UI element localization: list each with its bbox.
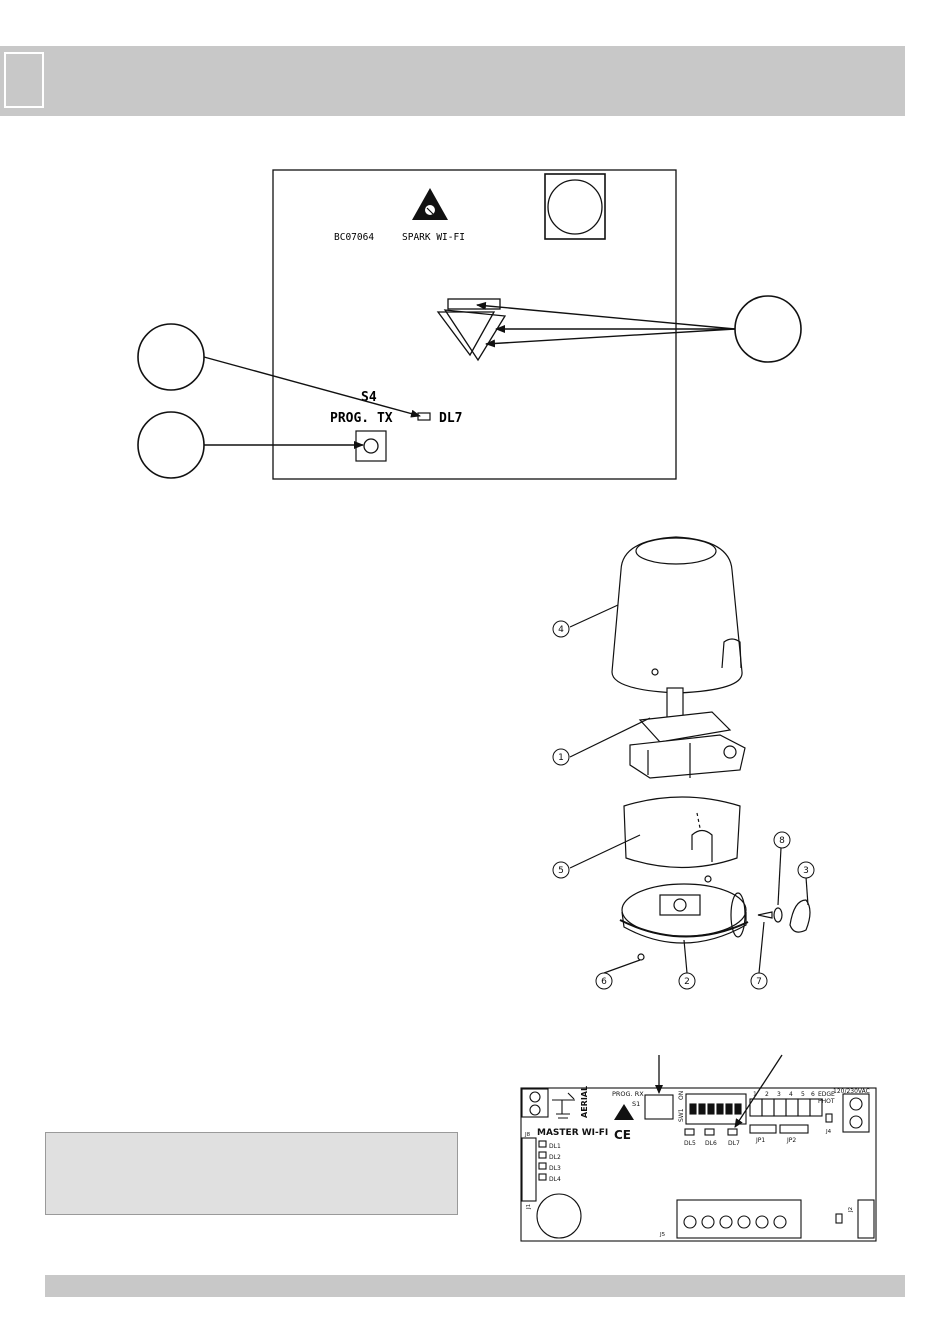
jp-num-6: 6 [811, 1091, 815, 1098]
prog-rx-button [645, 1095, 673, 1119]
j8-label: J8 [525, 1132, 531, 1138]
callout-1: 1 [558, 753, 564, 763]
jp-num-5: 5 [801, 1091, 805, 1098]
jp1-label: JP1 [756, 1137, 766, 1144]
jumper-block [750, 1099, 822, 1116]
dl5-label: DL5 [684, 1140, 696, 1147]
j1-label: J1 [526, 1203, 532, 1209]
aerial-label: AERIAL [580, 1085, 589, 1118]
led-label: DL7 [439, 411, 463, 426]
footer-bar [45, 1275, 905, 1297]
j4-fuse [826, 1114, 832, 1122]
jp-num-2: 2 [765, 1091, 769, 1098]
callout-2: 2 [684, 977, 690, 987]
dl3-label: DL3 [549, 1165, 561, 1172]
led-dl7 [728, 1129, 737, 1135]
dl4-label: DL4 [549, 1176, 561, 1183]
j1-connector [522, 1138, 536, 1201]
voltage-label: 120/230VAC [833, 1088, 870, 1095]
led-dl5 [685, 1129, 694, 1135]
jp1-jumper [750, 1125, 776, 1133]
dl1-label: DL1 [549, 1143, 561, 1150]
callout-7: 7 [756, 977, 762, 987]
switch-id-label: S4 [361, 390, 377, 405]
jp2-jumper [780, 1125, 808, 1133]
aerial-symbol [552, 1093, 575, 1118]
power-connector [843, 1094, 869, 1132]
switch-name-label: PROG. TX [330, 411, 393, 426]
phot-label: PHOT [818, 1098, 835, 1105]
dl6-label: DL6 [705, 1140, 717, 1147]
edge-label: EDGE [818, 1091, 835, 1098]
dl7-label: DL7 [728, 1140, 740, 1147]
s1-label: S1 [632, 1100, 641, 1108]
jp-num-3: 3 [777, 1091, 781, 1098]
on-label: ON [678, 1090, 685, 1100]
j8-connector [522, 1089, 548, 1117]
master-board-name: MASTER WI-FI [537, 1128, 609, 1138]
master-buzzer [537, 1194, 581, 1238]
sw1-label: SW1 [678, 1108, 685, 1122]
callout-5: 5 [558, 866, 564, 876]
note-box [45, 1132, 458, 1215]
board-name-label: SPARK WI-FI [402, 232, 465, 243]
master-esd-icon [614, 1104, 634, 1120]
ce-mark: CE [614, 1128, 632, 1142]
callout-8: 8 [779, 836, 785, 846]
j2-connector [858, 1200, 874, 1238]
callout-4: 4 [558, 625, 564, 635]
jp-num-4: 4 [789, 1091, 793, 1098]
j4-label: J4 [826, 1129, 832, 1135]
jp-num-1: 1 [753, 1091, 757, 1098]
callout-3: 3 [803, 866, 809, 876]
led-dl6 [705, 1129, 714, 1135]
j2-label: J2 [848, 1206, 854, 1212]
prog-rx-label: PROG. RX [612, 1090, 644, 1098]
j5-label: J5 [660, 1232, 666, 1238]
board-code-label: BC07064 [334, 232, 375, 243]
callout-6: 6 [601, 977, 607, 987]
dl2-label: DL2 [549, 1154, 561, 1161]
jp2-label: JP2 [787, 1137, 797, 1144]
